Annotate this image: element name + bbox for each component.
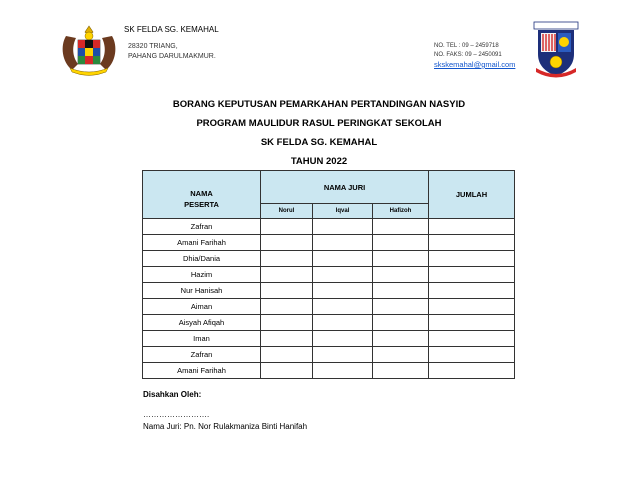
participant-name: Dhia/Dania bbox=[143, 251, 261, 267]
table-row bbox=[143, 267, 515, 283]
score-cell[interactable] bbox=[313, 315, 373, 331]
score-cell[interactable] bbox=[313, 267, 373, 283]
score-cell[interactable] bbox=[373, 251, 429, 267]
score-cell[interactable] bbox=[373, 235, 429, 251]
table-row bbox=[143, 363, 515, 379]
contact-info bbox=[434, 42, 515, 69]
participant-name: Nur Hanisah bbox=[143, 283, 261, 299]
score-cell[interactable] bbox=[373, 347, 429, 363]
participant-header-label: NAMA PESERTA bbox=[184, 188, 219, 209]
table-row bbox=[143, 251, 515, 267]
participant-name: Hazim bbox=[143, 267, 261, 283]
participant-name: Iman bbox=[143, 331, 261, 347]
school-name: SK FELDA SG. KEMAHAL bbox=[124, 25, 219, 34]
total-cell[interactable] bbox=[429, 331, 515, 347]
address-line-1: 28320 TRIANG, bbox=[128, 43, 178, 50]
participant-name: Aiman bbox=[143, 299, 261, 315]
table-row bbox=[143, 347, 515, 363]
total-cell[interactable] bbox=[429, 315, 515, 331]
score-cell[interactable] bbox=[313, 283, 373, 299]
judge-header: Iqval bbox=[313, 204, 373, 219]
total-header: JUMLAH bbox=[429, 171, 515, 219]
total-cell[interactable] bbox=[429, 219, 515, 235]
judge-header: Hafizoh bbox=[373, 204, 429, 219]
score-cell[interactable] bbox=[313, 299, 373, 315]
participant-name: Zafran bbox=[143, 219, 261, 235]
participant-header bbox=[143, 171, 261, 219]
title-line-3: SK FELDA SG. KEMAHAL bbox=[260, 137, 378, 148]
score-table bbox=[142, 170, 515, 379]
table-row bbox=[143, 283, 515, 299]
score-cell[interactable] bbox=[313, 251, 373, 267]
participant-name: Amani Farihah bbox=[143, 363, 261, 379]
score-cell[interactable] bbox=[313, 235, 373, 251]
judge-header: Norul bbox=[261, 204, 313, 219]
score-cell[interactable] bbox=[313, 363, 373, 379]
title-line-4: TAHUN 2022 bbox=[290, 156, 348, 167]
score-cell[interactable] bbox=[313, 219, 373, 235]
participant-name: Zafran bbox=[143, 347, 261, 363]
total-cell[interactable] bbox=[429, 283, 515, 299]
title-line-1: BORANG KEPUTUSAN PEMARKAHAN PERTANDINGAN NASYID bbox=[172, 99, 466, 110]
table-row bbox=[143, 235, 515, 251]
score-cell[interactable] bbox=[373, 299, 429, 315]
score-cell[interactable] bbox=[261, 347, 313, 363]
email-link[interactable]: skskemahal@gmail.com bbox=[434, 60, 516, 69]
score-cell[interactable] bbox=[261, 363, 313, 379]
total-cell[interactable] bbox=[429, 347, 515, 363]
score-cell[interactable] bbox=[261, 299, 313, 315]
score-cell[interactable] bbox=[373, 315, 429, 331]
score-cell[interactable] bbox=[373, 363, 429, 379]
judges-header: NAMA JURI bbox=[261, 171, 429, 204]
score-cell[interactable] bbox=[261, 267, 313, 283]
judge-name: Nama Juri: Pn. Nor Rulakmaniza Binti Hanifah bbox=[143, 422, 308, 431]
school-address bbox=[128, 42, 216, 62]
tel-number: NO. TEL : 09 – 2459718 bbox=[434, 43, 499, 49]
letterhead bbox=[0, 0, 638, 80]
table-row bbox=[143, 331, 515, 347]
score-cell[interactable] bbox=[373, 331, 429, 347]
malaysia-coat-of-arms-logo bbox=[58, 24, 120, 76]
score-cell[interactable] bbox=[313, 347, 373, 363]
address-line-2: PAHANG DARULMAKMUR. bbox=[128, 53, 216, 60]
title-line-2: PROGRAM MAULIDUR RASUL PERINGKAT SEKOLAH bbox=[196, 118, 442, 129]
score-cell[interactable] bbox=[261, 235, 313, 251]
fax-number: NO. FAKS: 09 – 2450091 bbox=[434, 52, 502, 58]
table-row bbox=[143, 219, 515, 235]
participant-name: Amani Farihah bbox=[143, 235, 261, 251]
total-cell[interactable] bbox=[429, 235, 515, 251]
total-cell[interactable] bbox=[429, 363, 515, 379]
score-cell[interactable] bbox=[373, 267, 429, 283]
document-titles bbox=[0, 95, 638, 171]
score-cell[interactable] bbox=[373, 219, 429, 235]
total-cell[interactable] bbox=[429, 267, 515, 283]
total-cell[interactable] bbox=[429, 251, 515, 267]
score-cell[interactable] bbox=[261, 283, 313, 299]
total-cell[interactable] bbox=[429, 299, 515, 315]
table-row bbox=[143, 299, 515, 315]
signature-line: ……………………. bbox=[143, 410, 210, 419]
participant-name: Aisyah Afiqah bbox=[143, 315, 261, 331]
score-cell[interactable] bbox=[373, 283, 429, 299]
approved-by-label: Disahkan Oleh: bbox=[143, 390, 202, 399]
score-cell[interactable] bbox=[261, 315, 313, 331]
score-cell[interactable] bbox=[261, 331, 313, 347]
school-crest-logo bbox=[532, 20, 580, 78]
score-cell[interactable] bbox=[261, 219, 313, 235]
table-row bbox=[143, 315, 515, 331]
score-cell[interactable] bbox=[313, 331, 373, 347]
score-cell[interactable] bbox=[261, 251, 313, 267]
